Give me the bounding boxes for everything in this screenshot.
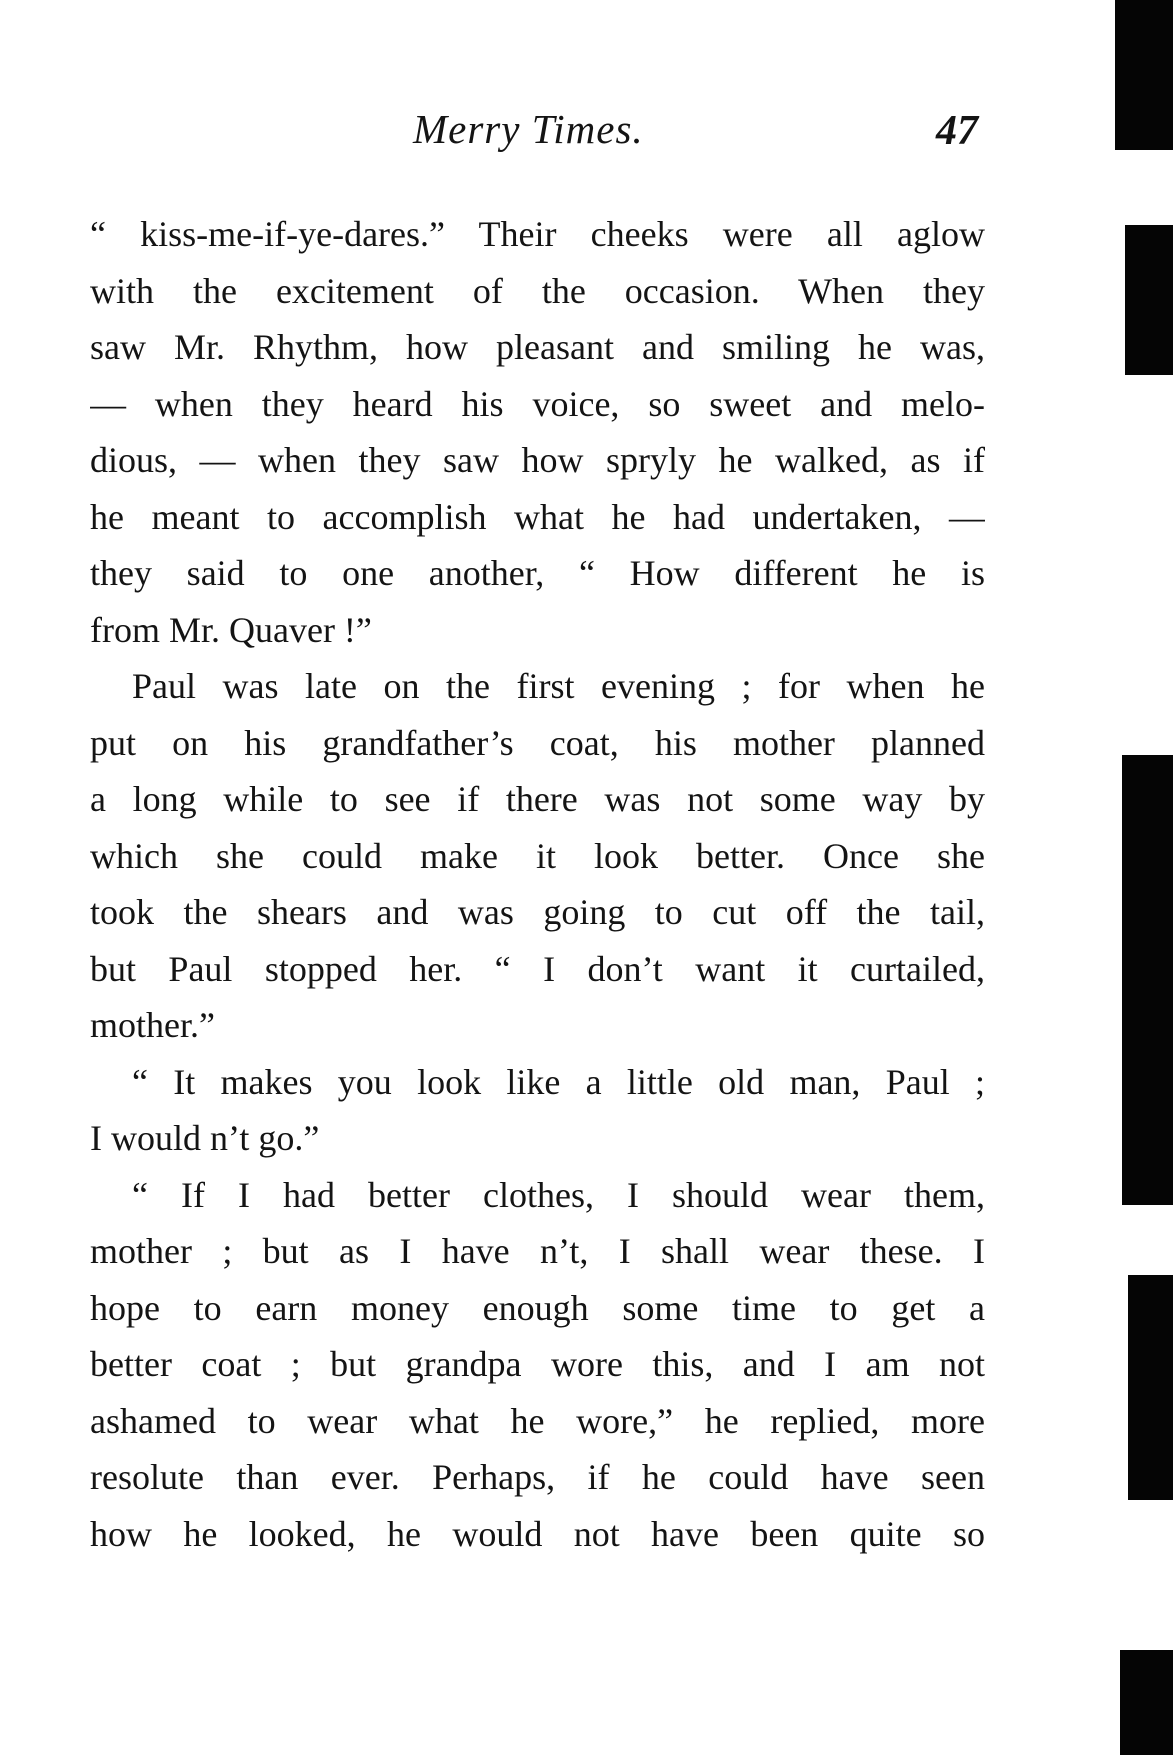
text-line: how he looked, he would not have been quite so (90, 1513, 985, 1554)
page-number: 47 (936, 108, 978, 154)
text-line: mother ; but as I have n’t, I shall wear these. I (90, 1231, 985, 1271)
scan-edge-mark (1120, 1650, 1173, 1755)
body-text (90, 206, 985, 1562)
text-line: put on his grandfather’s coat, his mother planned (90, 722, 985, 763)
text-line: from Mr. Quaver !” (90, 609, 372, 650)
text-line: dious, — when they saw how spryly he walked, as if (90, 440, 985, 480)
text-line: resolute than ever. Perhaps, if he could have seen (90, 1457, 985, 1497)
running-title: Merry Times. (413, 106, 644, 152)
text-line: he meant to accomplish what he had undertaken, — (90, 496, 985, 537)
text-line: “ If I had better clothes, I should wear them, (132, 1174, 985, 1215)
text-line: a long while to see if there was not some way by (90, 779, 985, 819)
scan-edge-mark (1125, 225, 1173, 375)
scan-edge-mark (1128, 1275, 1173, 1500)
text-line: better coat ; but grandpa wore this, and I am not (90, 1344, 985, 1384)
text-line: which she could make it look better. Once she (90, 835, 985, 876)
text-line: — when they heard his voice, so sweet and melo- (90, 383, 985, 424)
scan-edge-mark (1115, 0, 1173, 150)
text-line: I would n’t go.” (90, 1118, 320, 1158)
scan-edge-mark (1122, 755, 1173, 1205)
text-line: Paul was late on the first evening ; for when he (132, 666, 985, 706)
running-header (0, 105, 1173, 165)
text-line: “ kiss-me-if-ye-dares.” Their cheeks were all aglow (90, 214, 985, 254)
text-line: mother.” (90, 1005, 215, 1045)
text-line: they said to one another, “ How different he is (90, 553, 985, 593)
text-line: with the excitement of the occasion. When they (90, 270, 985, 311)
text-line: “ It makes you look like a little old man, Paul ; (132, 1061, 985, 1102)
text-line: saw Mr. Rhythm, how pleasant and smiling he was, (90, 327, 985, 367)
text-line: took the shears and was going to cut off the tail, (90, 892, 985, 932)
text-line: hope to earn money enough some time to get a (90, 1287, 985, 1328)
text-line: but Paul stopped her. “ I don’t want it curtailed, (90, 948, 985, 989)
text-line: ashamed to wear what he wore,” he replied, more (90, 1400, 985, 1441)
